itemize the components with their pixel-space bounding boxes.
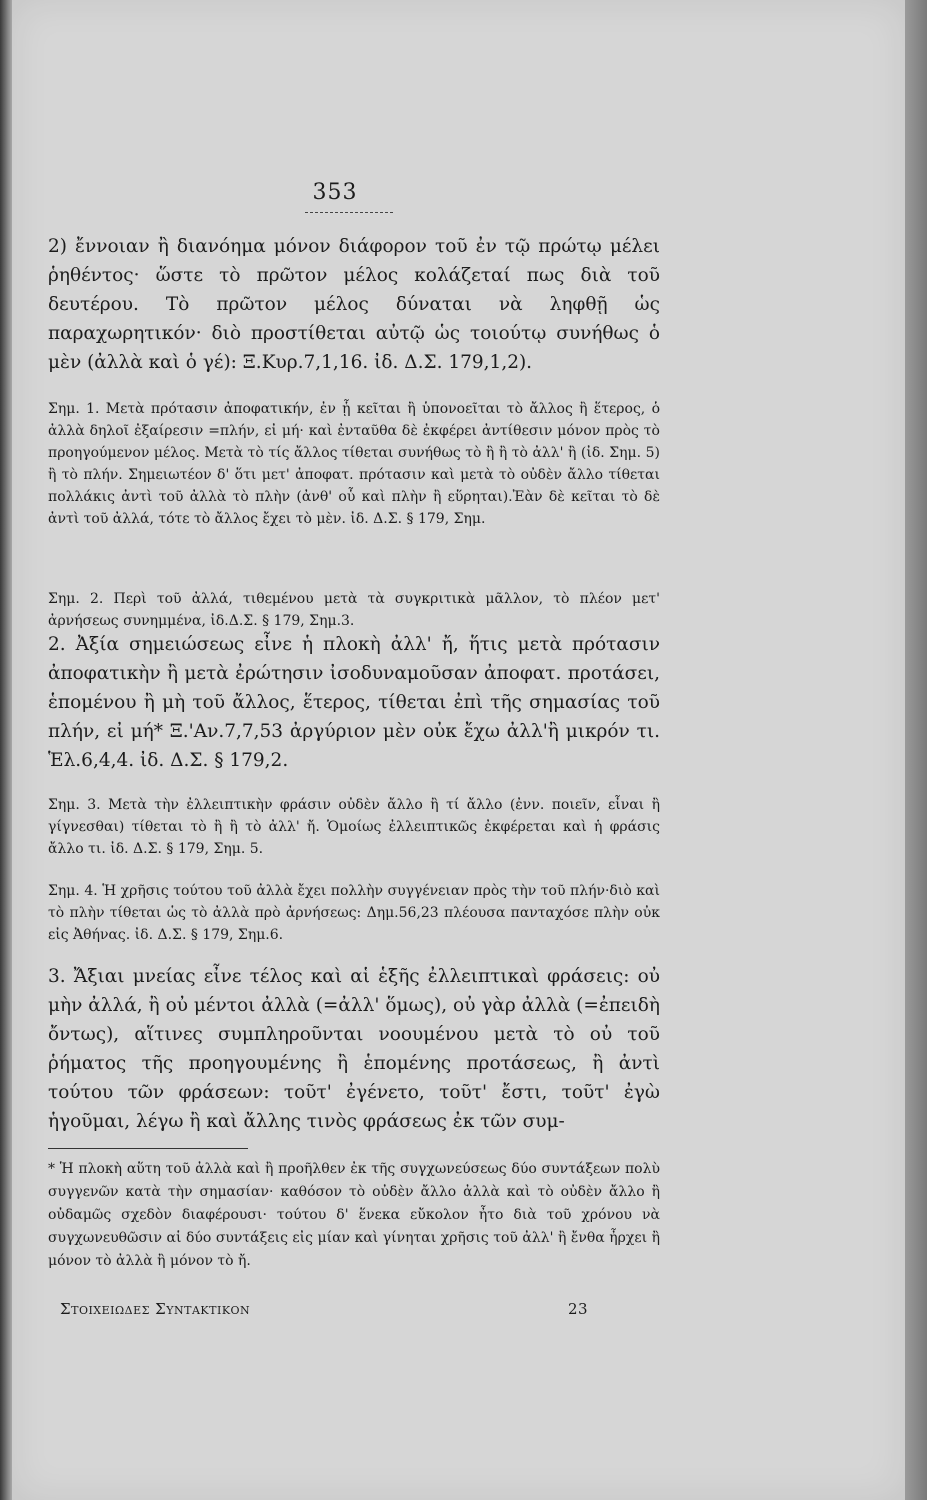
note-1: Σημ. 1. Μετὰ πρότασιν ἀποφατικήν, ἐν ᾗ κεῖται ἢ ὑπονοεῖται τὸ ἄλλος ἢ ἕτερος, ὁ ἀλλὰ δηλοῖ ἐξαίρεσιν =πλήν, εἰ μή· καὶ ἐνταῦθα δὲ ἐκφέρει ἀντίθεσιν μόνον πρὸς τὸ προηγούμενον μέλος. Μετὰ τὸ τίς ἄλλος τίθεται συνήθως τὸ ἢ ἢ τὸ ἀλλ' ἢ (ἰδ. Σημ. 5) ἢ τὸ πλήν. Σημειωτέον δ' ὅτι μετ' ἀποφατ. πρότασιν καὶ μετὰ τὸ οὐδὲν ἄλλο τίθεται πολλάκις ἀντὶ τοῦ ἀλλὰ τὸ πλὴν (ἀνθ' οὗ καὶ πλὴν ἢ εὕρηται).Ἐὰν δὲ κεῖται τὸ δὲ ἀντὶ τοῦ ἀλλά, τότε τὸ ἄλλος ἔχει τὸ μὲν. ἰδ. Δ.Σ. § 179, Σημ. bbox=[48, 401, 660, 527]
note-4: Σημ. 4. Ἡ χρῆσις τούτου τοῦ ἀλλὰ ἔχει πολλὴν συγγένειαν πρὸς τὴν τοῦ πλήν·διὸ καὶ τὸ πλὴν τίθεται ὡς τὸ ἀλλὰ πρὸ ἀρνήσεως: Δημ.56,23 πλέουσα πανταχόσε πλὴν οὐκ εἰς Ἀθήνας. ἰδ. Δ.Σ. § 179, Σημ.6. bbox=[48, 883, 660, 943]
note-3: Σημ. 3. Μετὰ τὴν ἐλλειπτικὴν φράσιν οὐδὲν ἄλλο ἢ τί ἄλλο (ἐνν. ποιεῖν, εἶναι ἢ γίγνεσθαι) τίθεται τὸ ἢ ἢ τὸ ἀλλ' ἤ. Ὁμοίως ἐλλειπτικῶς ἐκφέρεται καὶ ἡ φράσις ἄλλο τι. ἰδ. Δ.Σ. § 179, Σημ. 5. bbox=[48, 797, 660, 857]
paragraph-3: 3. Ἄξιαι μνείας εἶνε τέλος καὶ αἱ ἑξῆς ἐλλειπτικαὶ φράσεις: οὐ μὴν ἀλλά, ἢ οὐ μέντοι ἀλλὰ (=ἀλλ' ὅμως), οὐ γὰρ ἀλλὰ (=ἐπειδὴ ὄντως), αἵτινες συμπληροῦνται νοουμένου μετὰ τὸ οὐ τοῦ ῥήματος τῆς προηγουμένης ἢ ἑπομένης προτάσεως, ἢ ἀντὶ τούτου τῶν φράσεων: τοῦτ' ἐγένετο, τοῦτ' ἔστι, τοῦτ' ἐγὼ ἡγοῦμαι, λέγω ἢ καὶ ἄλλης τινὸς φράσεως ἐκ τῶν συμ- bbox=[48, 966, 660, 1132]
footnote: * Ἡ πλοκὴ αὕτη τοῦ ἀλλὰ καὶ ἢ προῆλθεν ἐκ τῆς συγχωνεύσεως δύο συντάξεων πολὺ συγγενῶν κατὰ τὴν σημασίαν· καθόσον τὸ οὐδὲν ἄλλο ἀλλὰ καὶ τὸ οὐδὲν ἄλλο ἢ οὐδαμῶς σχεδὸν διαφέρουσι· τούτου δ' ἕνεκα εὔκολον ἦτο διὰ τοῦ χρόνου νὰ συγχωνευθῶσιν αἱ δύο συντάξεις εἰς μίαν καὶ γίνηται χρῆσις τοῦ ἀλλ' ἢ ἔνθα ἦρχει ἢ μόνον τὸ ἀλλὰ ἢ μόνον τὸ ἤ. bbox=[48, 1161, 660, 1269]
page-number-rule bbox=[305, 212, 393, 213]
paragraph-1: 2) ἔννοιαν ἢ διανόημα μόνον διάφορον τοῦ ἐν τῷ πρώτῳ μέλει ῥηθέντος· ὥστε τὸ πρῶτον μέλος κολάζεταί πως διὰ τοῦ δευτέρου. Τὸ πρῶτον μέλος δύναται νὰ ληφθῇ ὡς παραχωρητικόν· διὸ προστίθεται αὐτῷ ὡς τοιούτῳ συνήθως ὁ μὲν (ἀλλὰ καὶ ὁ γέ): Ξ.Κυρ.7,1,16. ἰδ. Δ.Σ. 179,1,2). bbox=[48, 236, 660, 373]
page-number: 353 bbox=[312, 180, 358, 205]
signature-title: Στοιχειωδες Συντακτικον bbox=[60, 1300, 251, 1318]
footnote-rule bbox=[48, 1148, 248, 1149]
paragraph-2: 2. Ἀξία σημειώσεως εἶνε ἡ πλοκὴ ἀλλ' ἤ, ἥτις μετὰ πρότασιν ἀποφατικὴν ἢ μετὰ ἐρώτησιν ἰσοδυναμοῦσαν ἀποφατ. προτάσει, ἑπομένου ἢ μὴ τοῦ ἄλλος, ἕτερος, τίθεται ἐπὶ τῆς σημασίας τοῦ πλήν, εἰ μή* Ξ.'Αν.7,7,53 ἀργύριον μὲν οὐκ ἔχω ἀλλ'ἢ μικρόν τι. Ἑλ.6,4,4. ἰδ. Δ.Σ. § 179,2. bbox=[48, 634, 660, 771]
page-edge-shadow bbox=[905, 0, 927, 1500]
note-2: Σημ. 2. Περὶ τοῦ ἀλλά, τιθεμένου μετὰ τὰ συγκριτικὰ μᾶλλον, τὸ πλέον μετ' ἀρνήσεως συνημμένα, ἰδ.Δ.Σ. § 179, Σημ.3. bbox=[48, 591, 660, 629]
signature-number: 23 bbox=[568, 1300, 589, 1318]
